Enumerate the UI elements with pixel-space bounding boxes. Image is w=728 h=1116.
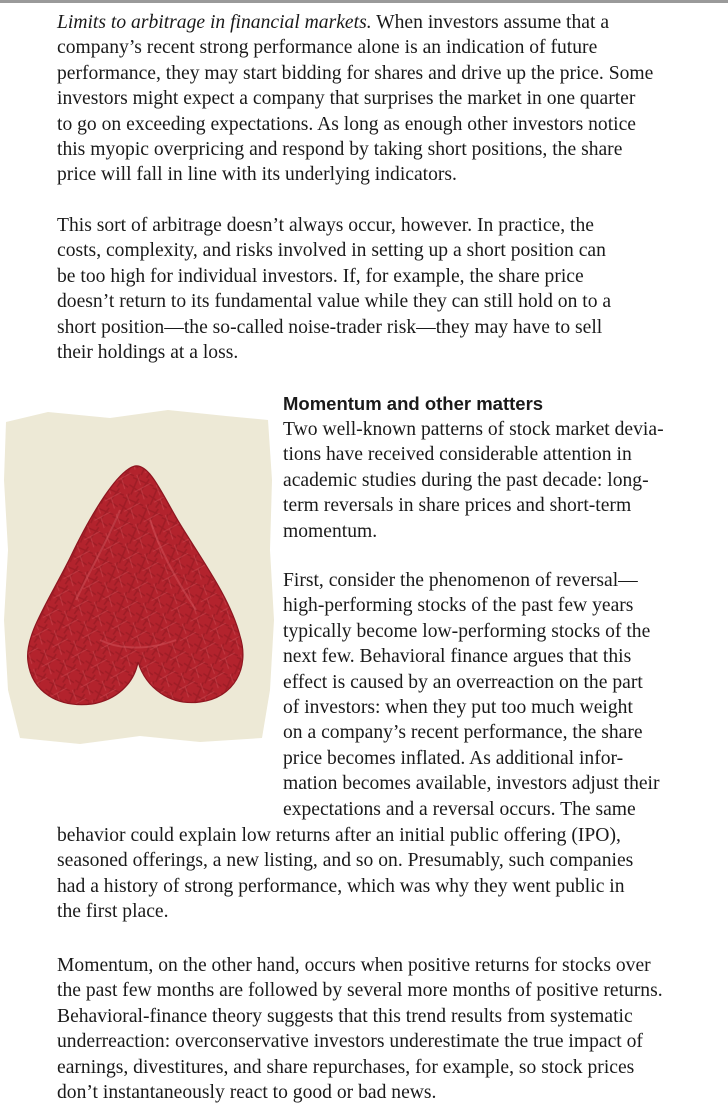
text-line: be too high for individual investors. If, for example, the share price bbox=[57, 265, 584, 287]
text-line: investors might expect a company that surprises the market in one quarter bbox=[57, 88, 636, 110]
paragraph-momentum bbox=[57, 953, 663, 1105]
text-line: Behavioral-finance theory suggests that this trend results from systematic bbox=[57, 1005, 633, 1027]
run-in-heading: Limits to arbitrage in financial markets. bbox=[57, 12, 372, 33]
text-line: expectations and a reversal occurs. The same bbox=[283, 798, 636, 820]
text-line: on a company’s recent performance, the share bbox=[283, 722, 643, 744]
text-line: price will fall in line with its underlying indicators. bbox=[57, 164, 457, 186]
text-line: costs, complexity, and risks involved in setting up a short position can bbox=[57, 240, 606, 262]
text-line: This sort of arbitrage doesn’t always occur, however. In practice, the bbox=[57, 215, 594, 236]
text-line bbox=[57, 10, 653, 35]
top-rule bbox=[0, 0, 728, 3]
text-line: doesn’t return to its fundamental value while they can still hold on to a bbox=[57, 291, 612, 313]
text-line: effect is caused by an overreaction on the part bbox=[283, 671, 643, 693]
text-line: to go on exceeding expectations. As long as enough other investors notice bbox=[57, 113, 636, 135]
text-line: academic studies during the past decade: long- bbox=[283, 469, 649, 491]
text-line: First, consider the phenomenon of reversal— bbox=[283, 570, 638, 591]
paragraph-limits-to-arbitrage bbox=[57, 10, 653, 188]
section-heading: Momentum and other matters bbox=[283, 393, 544, 414]
text-line: this myopic overpricing and respond by taking short positions, the share bbox=[57, 139, 623, 161]
text-line: behavior could explain low returns after an initial public offering (IPO), bbox=[57, 825, 621, 846]
text-line: short position—the so-called noise-trader risk—they may have to sell bbox=[57, 316, 603, 338]
text-line: underreaction: overconservative investors underestimate the true impact of bbox=[57, 1031, 643, 1053]
text-line: mation becomes available, investors adjust their bbox=[283, 773, 660, 795]
text-line: the past few months are followed by several more months of positive returns. bbox=[57, 980, 663, 1002]
text-line: company’s recent strong performance alone is an indication of future bbox=[57, 37, 598, 59]
text-line: momentum. bbox=[283, 520, 378, 542]
text-run: When investors assume that a bbox=[371, 12, 610, 33]
heart-illustration bbox=[0, 400, 278, 748]
text-line: earnings, divestitures, and share repurchases, for example, so stock prices bbox=[57, 1056, 635, 1078]
text-line: performance, they may start bidding for shares and drive up the price. Some bbox=[57, 62, 654, 84]
text-line: of investors: when they put too much weight bbox=[283, 697, 633, 719]
paragraph-reversal-continued bbox=[57, 823, 633, 925]
text-line: next few. Behavioral finance argues that this bbox=[283, 646, 632, 668]
text-line: price becomes inflated. As additional infor- bbox=[283, 747, 624, 769]
text-line: tions have received considerable attention in bbox=[283, 444, 632, 466]
text-line: the first place. bbox=[57, 901, 169, 923]
text-line: Momentum, on the other hand, occurs when positive returns for stocks over bbox=[57, 955, 651, 976]
text-line: seasoned offerings, a new listing, and so on. Presumably, such companies bbox=[57, 850, 634, 872]
text-line: don’t instantaneously react to good or bad news. bbox=[57, 1082, 437, 1104]
paragraph-two-patterns bbox=[283, 417, 664, 544]
text-line: Two well-known patterns of stock market devia- bbox=[283, 419, 664, 440]
text-line: term reversals in share prices and short-term bbox=[283, 495, 632, 517]
text-line: their holdings at a loss. bbox=[57, 342, 239, 364]
paragraph-reversal bbox=[283, 568, 660, 822]
text-line: had a history of strong performance, which was why they went public in bbox=[57, 875, 625, 897]
paragraph-arbitrage-costs bbox=[57, 213, 611, 365]
text-line: typically become low-performing stocks of the bbox=[283, 620, 651, 642]
text-line: high-performing stocks of the past few years bbox=[283, 595, 634, 617]
